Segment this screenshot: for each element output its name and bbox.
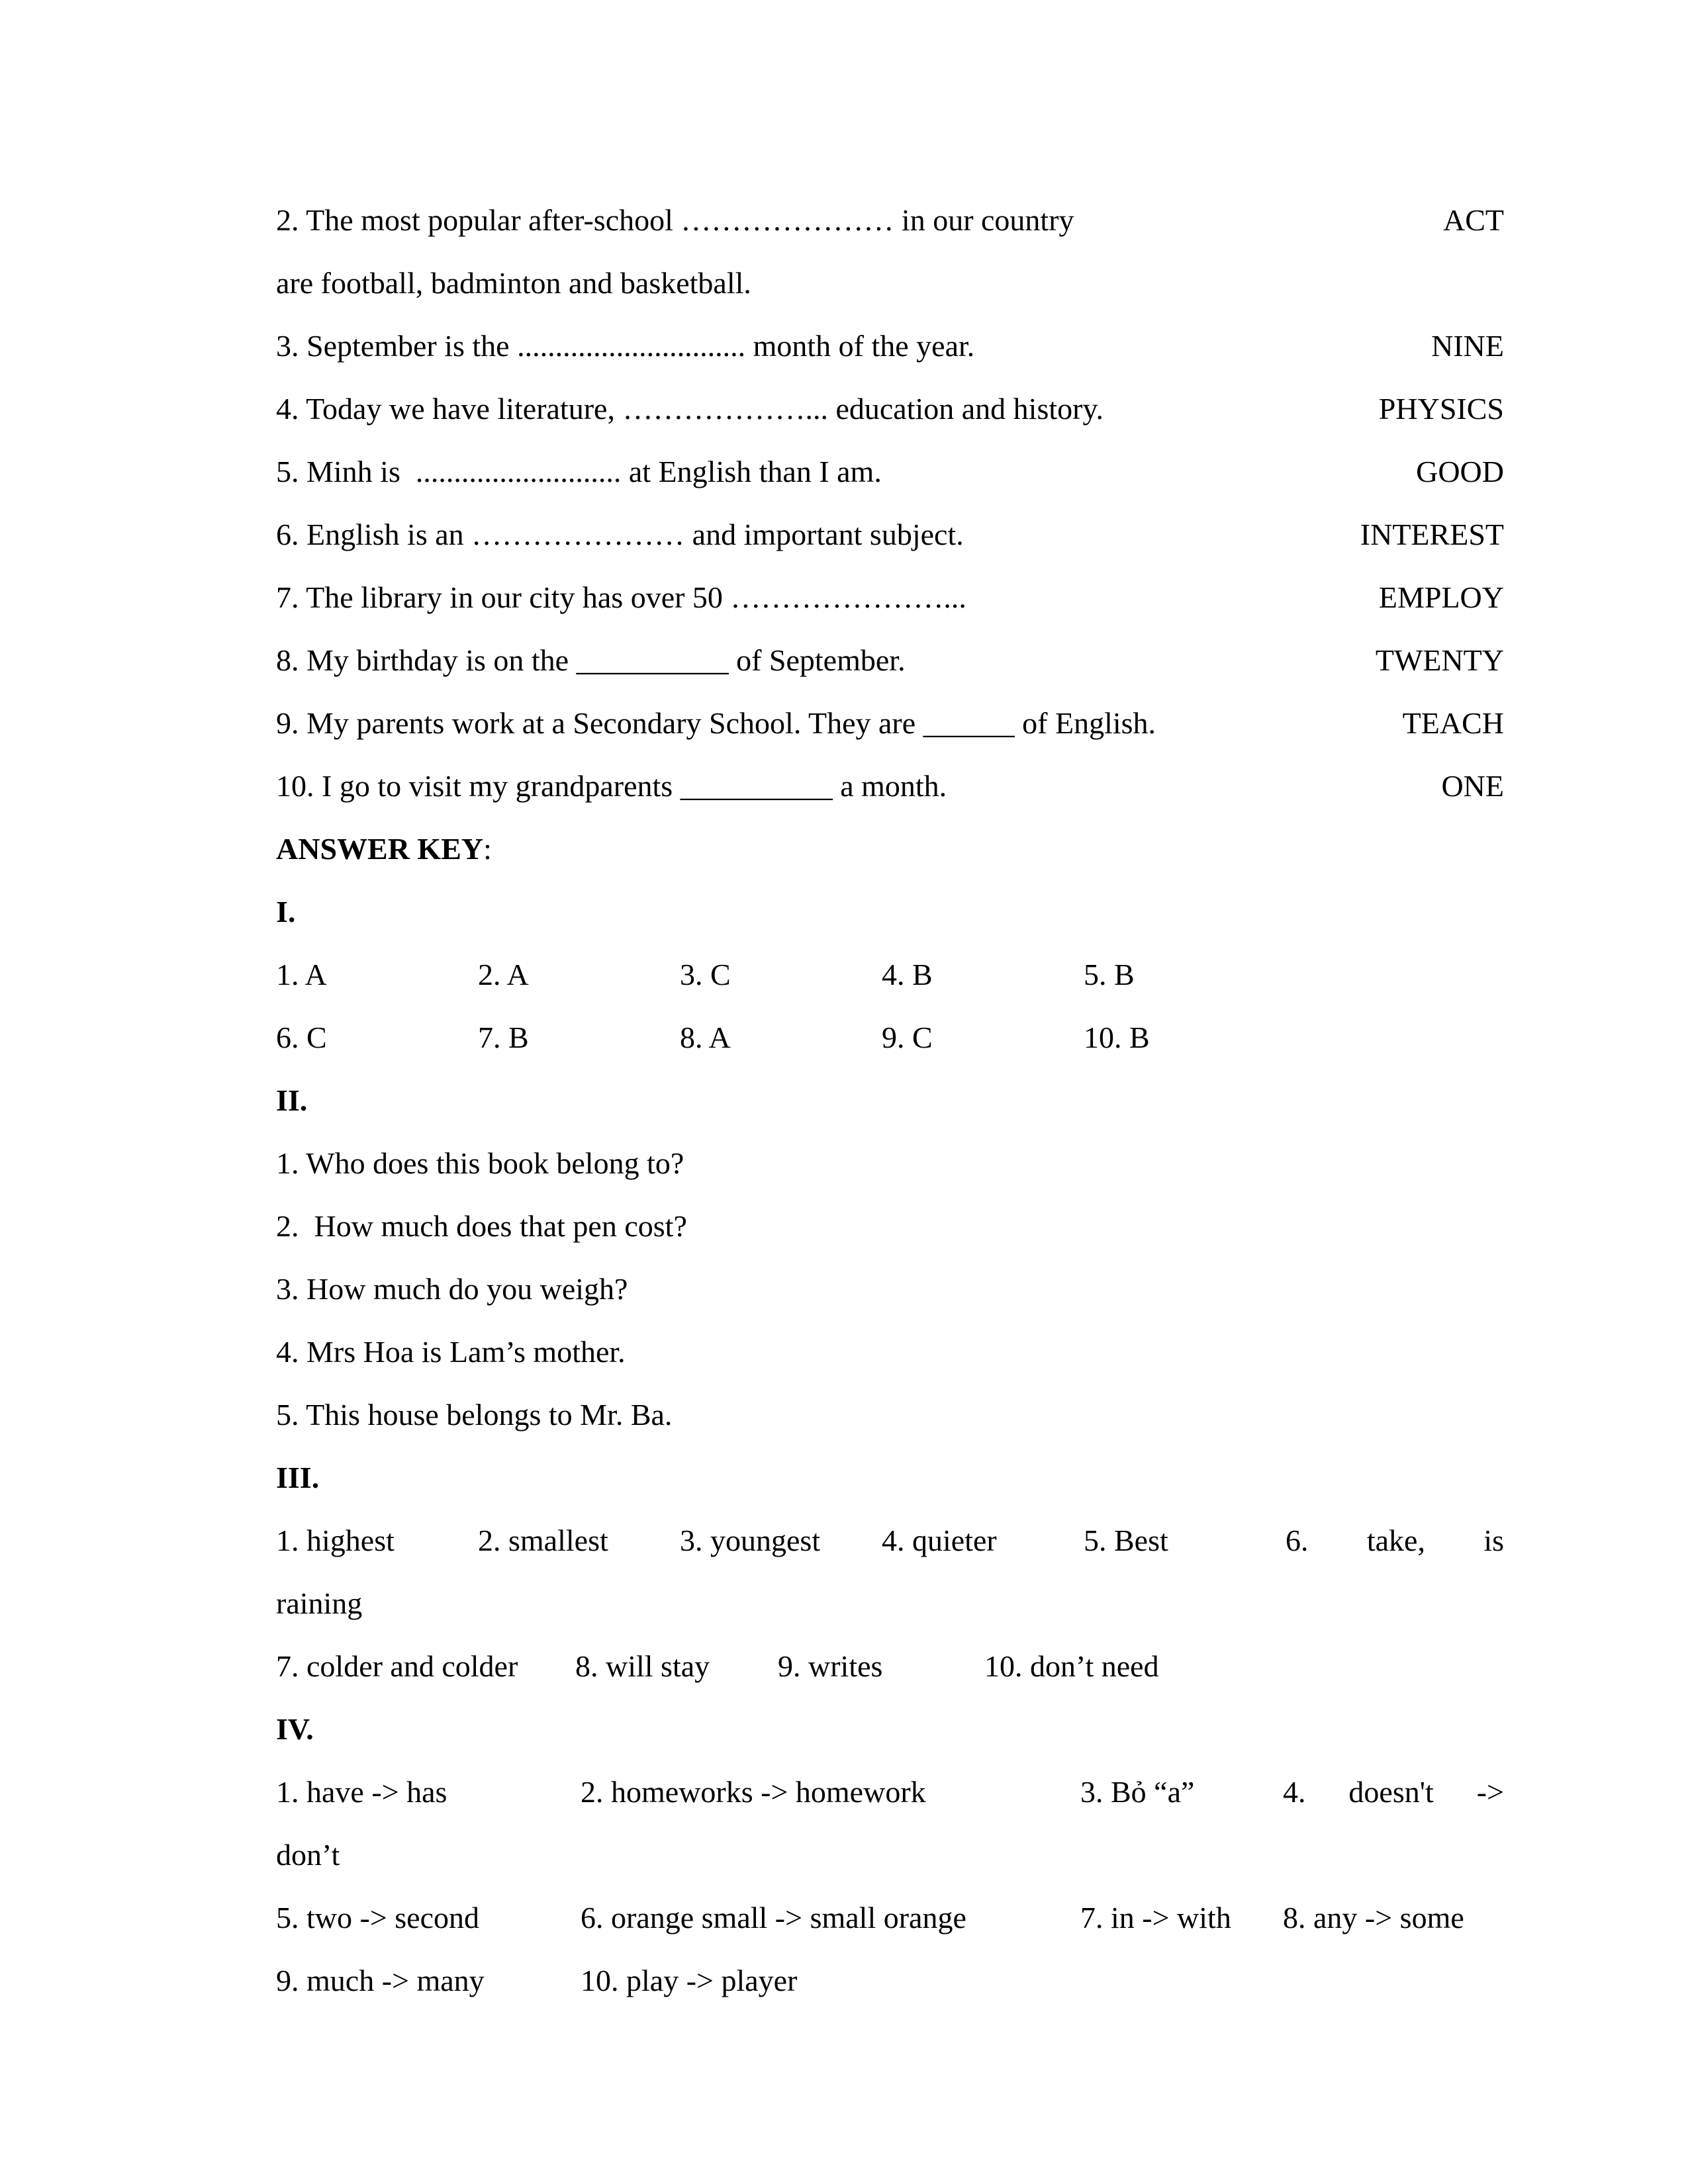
exercise-keyword: GOOD [1416,455,1504,488]
answer-cell: 5. Best [1084,1524,1168,1557]
section-2-answer: 4. Mrs Hoa is Lam’s mother. [276,1335,626,1369]
section-2-answer: 1. Who does this book belong to? [276,1146,684,1180]
exercise-keyword: EMPLOY [1378,580,1504,614]
answer-cell: 3. youngest [680,1524,821,1557]
answer-cell: 8. will stay [575,1649,710,1683]
exercise-keyword: NINE [1431,329,1504,363]
exercise-row [276,692,1504,754]
answer-cell: 7. colder and colder [276,1649,518,1683]
exercise-row [276,440,1504,503]
section-3-heading: III. [276,1461,320,1494]
section-1-answers-row-1 [276,943,1504,1006]
section-3-answers-row-2 [276,1635,1504,1698]
answer-cell: doesn't [1348,1775,1434,1809]
exercise-sentence: 8. My birthday is on the __________ of September. [276,643,906,677]
exercise-row [276,377,1504,440]
answer-cell: 6. C [276,1021,327,1054]
section-2-answer: 3. How much do you weigh? [276,1272,628,1306]
answer-cell: 4. B [882,958,933,991]
answer-cell: 2. homeworks -> homework [581,1775,926,1809]
exercise-keyword: ACT [1443,203,1504,237]
answer-cell: 1. highest [276,1524,395,1557]
answer-key-heading [276,817,1504,880]
answer-cell: 6. [1286,1524,1309,1557]
answer-cell: 1. A [276,958,327,991]
section-1-answers-row-2 [276,1006,1504,1069]
answer-cell: 2. smallest [478,1524,608,1557]
answer-cell: 7. in -> with [1080,1901,1231,1934]
answer-key-colon: : [483,832,492,866]
exercise-sentence: 6. English is an ………………… and important subject. [276,518,964,551]
answer-cell: 10. play -> player [581,1964,798,1997]
exercise-row [276,251,1504,314]
answer-cell: 6. orange small -> small orange [581,1901,966,1934]
answer-cell: 9. C [882,1021,933,1054]
exercise-sentence: 2. The most popular after-school ………………… in our country [276,203,1074,237]
answer-cell: 2. A [478,958,529,991]
exercise-keyword: PHYSICS [1378,392,1504,426]
answer-cell: 3. Bỏ “a” [1080,1775,1195,1809]
answer-cell: 4. [1283,1775,1306,1809]
section-2-answer: 5. This house belongs to Mr. Ba. [276,1398,673,1432]
exercise-row [276,314,1504,377]
answer-cell: 1. have -> has [276,1775,447,1809]
exercise-sentence: 10. I go to visit my grandparents __________ a month. [276,769,947,803]
section-4-answers-row-1 [276,1760,1504,1823]
section-3-answers-row-1 [276,1509,1504,1572]
exercise-row [276,629,1504,692]
exercise-sentence-continuation: are football, badminton and basketball. [276,266,751,300]
answer-cell: 4. quieter [882,1524,997,1557]
exercise-sentence: 3. September is the .............................. month of the year. [276,329,975,363]
answer-cell: 5. B [1084,958,1135,991]
exercise-keyword: TWENTY [1375,643,1504,677]
exercise-row [276,754,1504,817]
section-4-answers-row-3 [276,1949,1504,2012]
exercise-keyword: TEACH [1402,706,1504,740]
answer-cell: 5. two -> second [276,1901,479,1934]
section-2-heading: II. [276,1083,308,1117]
answer-cell-group [1286,1509,1504,1572]
answer-cell: is [1483,1524,1504,1557]
answer-cell: 9. writes [778,1649,883,1683]
section-4-answer-continuation: don’t [276,1838,340,1872]
answer-cell: 8. A [680,1021,731,1054]
exercise-sentence: 5. Minh is ........................... at English than I am. [276,455,882,488]
section-4-answers-row-2 [276,1886,1504,1949]
section-3-answer-continuation: raining [276,1586,363,1620]
exercise-sentence: 4. Today we have literature, ………………... education and history. [276,392,1103,426]
answer-cell: 7. B [478,1021,529,1054]
exercise-sentence: 7. The library in our city has over 50 …………………... [276,580,966,614]
answer-cell-group [1283,1760,1504,1823]
exercise-row [276,566,1504,629]
answer-cell: 8. any -> some [1283,1901,1464,1934]
exercise-keyword: ONE [1441,769,1504,803]
exercise-row [276,189,1504,251]
section-2-answer: 2. How much does that pen cost? [276,1209,687,1243]
answer-cell: 9. much -> many [276,1964,485,1997]
exercise-row [276,503,1504,566]
exercise-sentence: 9. My parents work at a Secondary School. They are ______ of English. [276,706,1156,740]
answer-cell: 10. don’t need [984,1649,1159,1683]
answer-cell: -> [1476,1775,1504,1809]
answer-cell: 3. C [680,958,731,991]
exercise-keyword: INTEREST [1360,518,1504,551]
section-1-heading: I. [276,895,296,929]
section-4-heading: IV. [276,1712,314,1746]
answer-key-title: ANSWER KEY [276,832,484,866]
answer-cell: 10. B [1084,1021,1150,1054]
answer-cell: take, [1366,1524,1425,1557]
